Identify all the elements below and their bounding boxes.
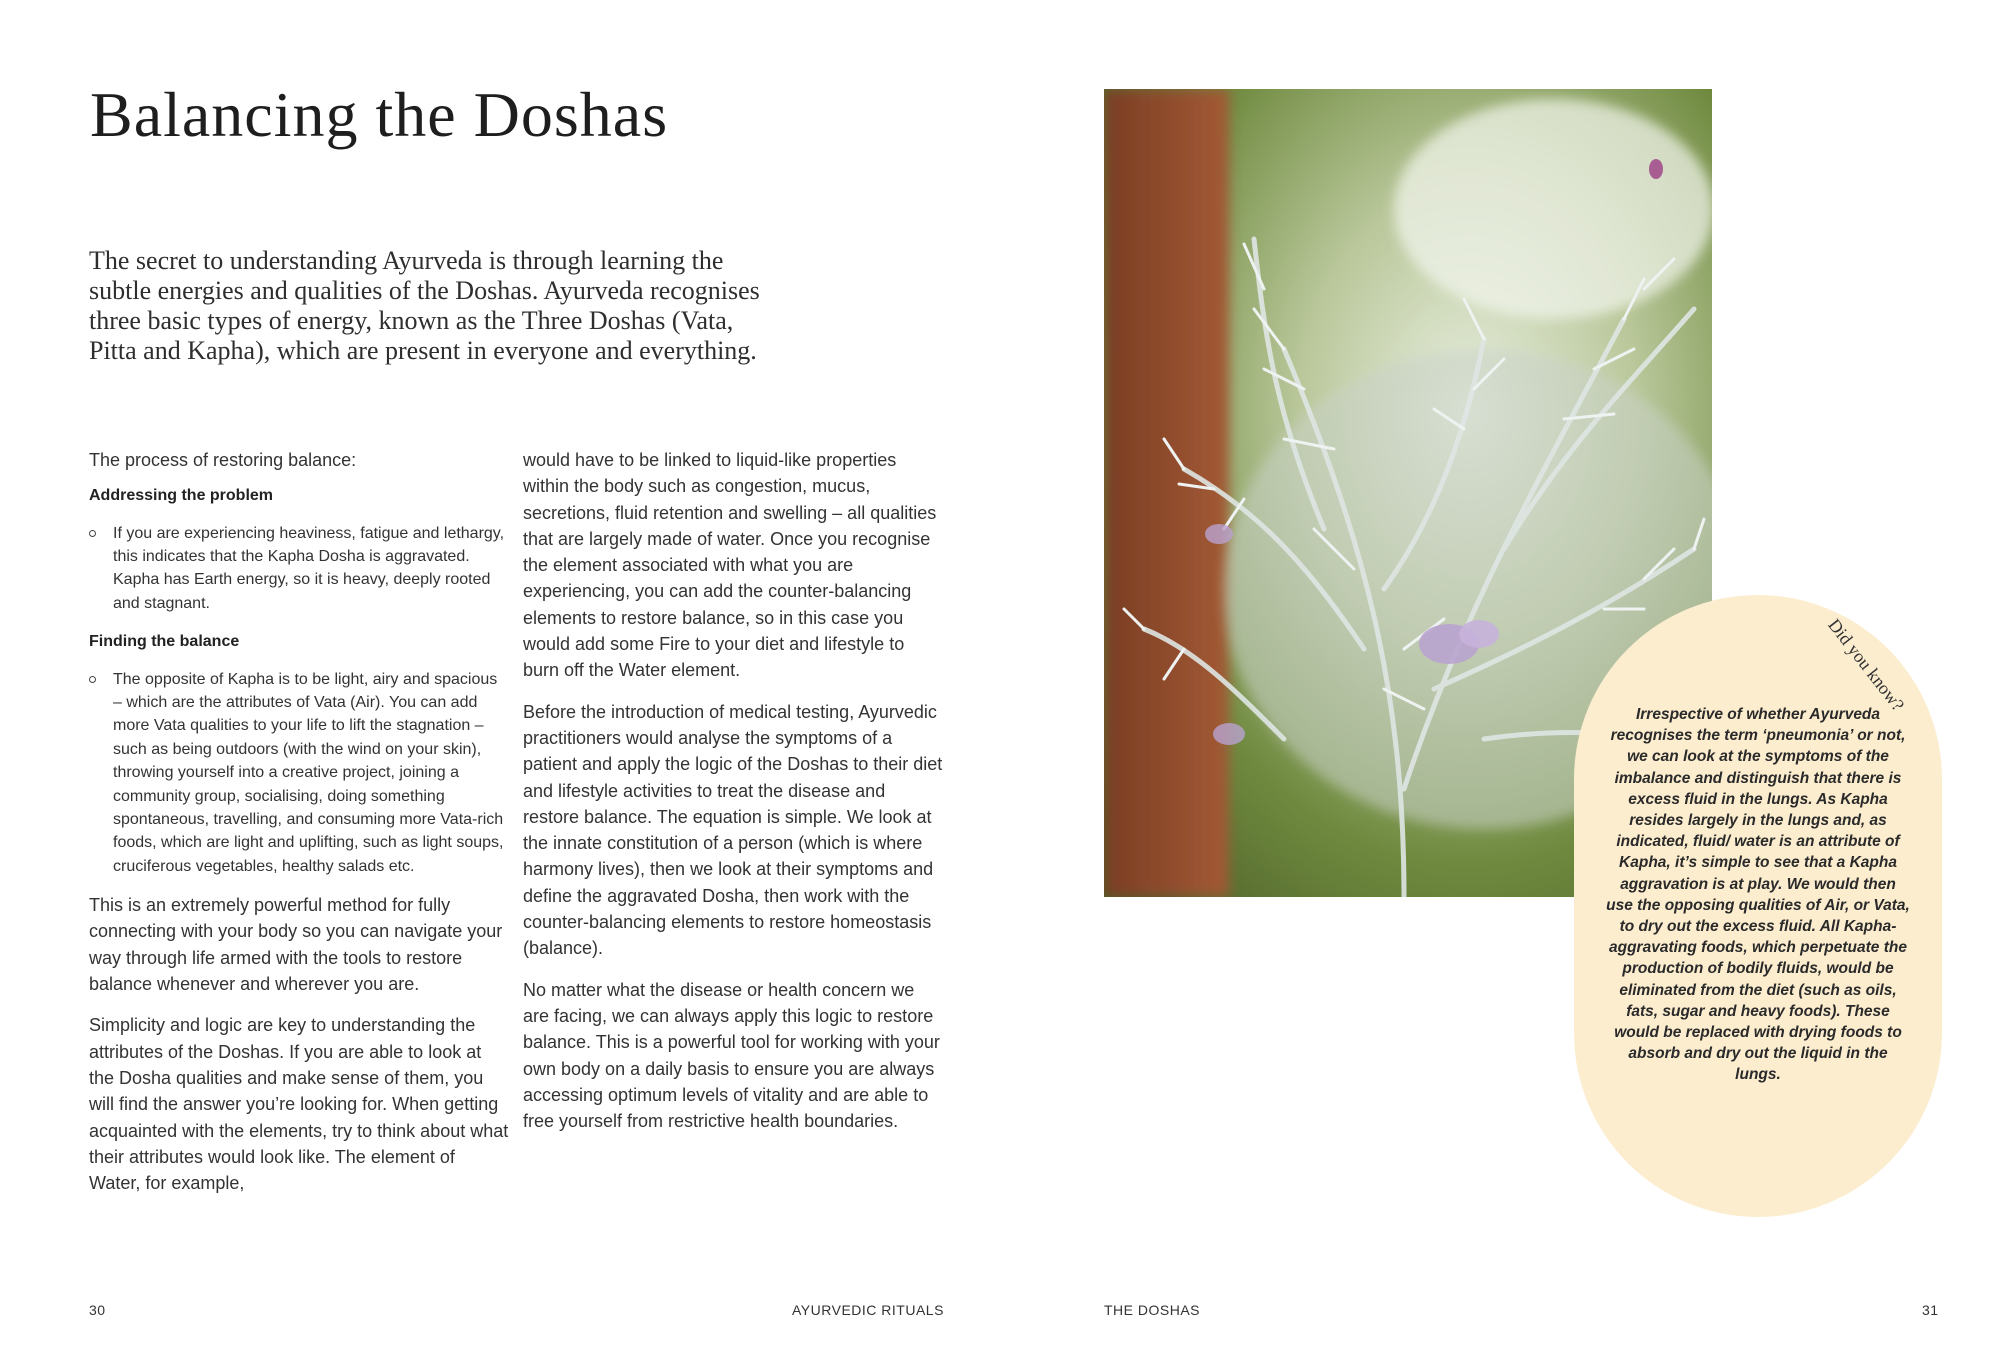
heading-addressing-problem: Addressing the problem	[89, 487, 274, 505]
body-paragraph: No matter what the disease or health concern we are facing, we can always apply this logic to restore balance. This is a powerful tool for working with your own body on a daily basis to ensure you are always accessing optimum levels of vitality and are able to free yourself from restrictive health boundaries.	[523, 979, 940, 1132]
bullet-circle-icon	[89, 676, 96, 683]
running-title: AYURVEDIC RITUALS	[792, 1302, 944, 1318]
body-paragraph: Simplicity and logic are key to understanding the attributes of the Doshas. If you are able to look at the Dosha qualities and make sense of them, you will find the answer you’re looking for. When getting acquainted with the elements, try to think about what their attributes would look like. The element of Water, for example,	[89, 1015, 509, 1194]
bullet-list-problem	[89, 522, 509, 616]
page-title: Balancing the Doshas	[90, 79, 669, 150]
body-paragraph: Before the introduction of medical testing, Ayurvedic practitioners would analyse the symptoms of a patient and apply the logic of the Doshas to their diet and lifestyle activities to treat the disease and restore balance. The equation is simple. We look at the innate constitution of a person (which is where harmony lives), then we look at their symptoms and define the aggravated Dosha, then work with the counter-balancing elements to restore homeostasis (balance).	[523, 701, 943, 959]
body-paragraph: This is an extremely powerful method for fully connecting with your body so you can navigate your way through life armed with the tools to restore balance whenever and wherever you are.	[89, 895, 503, 995]
left-page-number: 30	[89, 1302, 106, 1318]
bullet-text: If you are experiencing heaviness, fatigue and lethargy, this indicates that the Kapha Dosha is aggravated. Kapha has Earth energy, so it is heavy, deeply rooted and stagnant.	[113, 524, 505, 612]
bullet-text: The opposite of Kapha is to be light, airy and spacious – which are the attributes of Vata (Air). You can add more Vata qualities to your life to lift the stagnation – such as being outdoors (with the wind on your skin), throwing yourself into a creative project, joining a community group, socialising, doing something spontaneous, travelling, and consuming more Vata-rich foods, which are light and uplifting, such as light soups, cruciferous vegetables, healthy salads etc.	[113, 670, 504, 875]
intro-paragraph: The secret to understanding Ayurveda is through learning the subtle energies and qualities of the Doshas. Ayurveda recognises three basic types of energy, known as the Three Doshas (Vata, Pitta and Kapha), which are present in everyone and everything.	[89, 246, 760, 365]
heading-finding-balance: Finding the balance	[89, 633, 240, 651]
bullet-list-balance	[89, 668, 509, 879]
right-page-number: 31	[1922, 1302, 1939, 1318]
bullet-circle-icon	[89, 530, 96, 537]
process-lead: The process of restoring balance:	[89, 450, 357, 470]
section-title: THE DOSHAS	[1104, 1302, 1201, 1318]
list-item	[89, 522, 509, 616]
body-paragraph: would have to be linked to liquid-like properties within the body such as congestion, mucus, secretions, fluid retention and swelling – all qualities that are largely made of water. Once you recognise the element associated with what you are experiencing, you can add the counter-balancing elements to restore balance, so in this case you would add some Fire to your diet and lifestyle to burn off the Water element.	[523, 450, 937, 681]
body-column-2	[523, 447, 943, 1149]
did-you-know-text: Irrespective of whether Ayurveda recognises the term ‘pneumonia’ or not, we can look at the symptoms of the imbalance and distinguish that there is excess fluid in the lungs. As Kapha resides largely in the lungs and, as indicated, fluid/ water is an attribute of Kapha, it’s simple to see that a Kapha aggravation is at play. We would then use the opposing qualities of Air, or Vata, to dry out the excess fluid. All Kapha-aggravating foods, which perpetuate the production of bodily fluids, would be eliminated from the diet (such as oils, fats, sugar and heavy foods). These would be replaced with drying foods to absorb and dry out the liquid in the lungs.	[1606, 706, 1910, 1084]
body-column-1	[89, 447, 509, 1211]
did-you-know-label: Did you know?	[1824, 615, 1909, 715]
list-item	[89, 668, 509, 879]
